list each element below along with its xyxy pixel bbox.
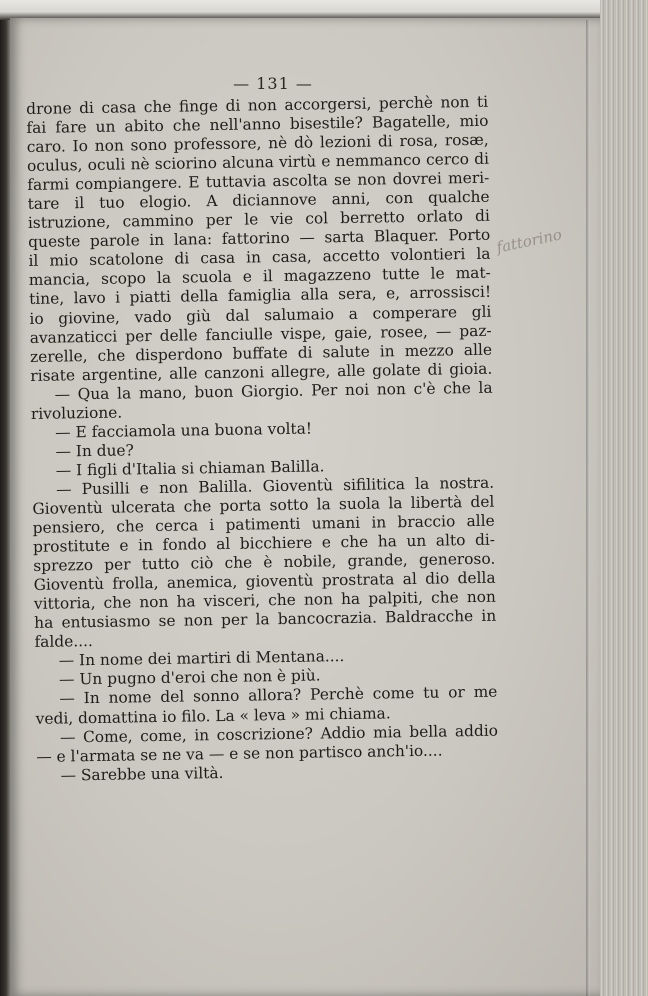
text-line: zerelle, che disperdono buffate di salute in mezzo alle xyxy=(29,340,493,366)
text-line: — Un pugno d'eroi che non è più. xyxy=(58,666,321,689)
text-line: queste parole in lana: fattorino — sarta Blaquer. Porto xyxy=(28,226,491,252)
text-line: fai fare un abito che nell'anno bisestile? Bagatelle, mio xyxy=(26,111,489,138)
text-line: tine, lavo i piatti della famiglia alla sera, e, arrossisci! xyxy=(28,283,492,309)
text-line: io giovine, vado giù dal salumaio a comperare gli xyxy=(29,302,492,328)
text-line: mancia, scopo la scuola e il magazzeno tutte le mat- xyxy=(28,264,491,290)
text-line: — e l'armata se ne va — e se non partisco anch'io.... xyxy=(36,741,443,766)
text-line: — I figli d'Italia si chiaman Balilla. xyxy=(55,457,325,480)
text-line: Gioventù frolla, anemica, gioventù prostrata al dio della xyxy=(33,568,496,595)
text-line: — In due? xyxy=(55,441,134,461)
text-line: ha entusiasmo se non per la bancocrazia. Baldracche in xyxy=(34,606,497,633)
text-line: rivoluzione. xyxy=(30,403,123,423)
text-line: — Come, come, in coscrizione? Addio mia bella addio xyxy=(59,721,499,747)
text-line: — E facciamola una buona volta! xyxy=(55,419,313,442)
text-line: drone di casa che finge di non accorgersi, perchè non ti xyxy=(26,92,489,118)
text-line: il mio scatolone di casa in casa, accetto volontieri la xyxy=(28,245,491,271)
text-line: vittoria, che non ha visceri, che non ha palpiti, che non xyxy=(33,587,497,614)
page-text xyxy=(26,93,499,786)
top-edge xyxy=(0,0,648,20)
text-line: sprezzo per tutto ciò che è nobile, grande, generoso. xyxy=(33,549,496,576)
text-line: — Qua la mano, buon Giorgio. Per noi non c'è che la xyxy=(54,378,493,404)
page-number: — 131 — xyxy=(233,74,313,93)
text-line: Gioventù ulcerata che porta sotto la suola la libertà del xyxy=(32,492,495,518)
text-line: — Sarebbe una viltà. xyxy=(60,763,224,785)
text-line: prostitute e in fondo al bicchiere e che ha un alto di- xyxy=(32,530,496,557)
text-line: caro. Io non sono professore, nè dò lezioni di rosa, rosæ, xyxy=(26,130,489,157)
text-line: falde.... xyxy=(34,632,93,652)
handwritten-margin-note: fattorino xyxy=(494,225,564,257)
text-line: — In nome dei martiri di Mentana.... xyxy=(58,647,345,670)
book-page-edges xyxy=(600,0,648,996)
text-line: pensiero, che cerca i patimenti umani in braccio alle xyxy=(32,511,495,537)
text-line: istruzione, cammino per le vie col berretto orlato di xyxy=(27,207,491,233)
text-line: tare il tuo elogio. A diciannove anni, con qualche xyxy=(27,187,490,214)
text-line: vedi, domattina io filo. La « leva » mi chiama. xyxy=(35,703,391,728)
text-line: — In nome del sonno allora? Perchè come tu or me xyxy=(59,683,498,709)
text-line: risate argentine, alle canzoni allegre, alle golate di gioia. xyxy=(30,359,493,385)
text-line: oculus, oculi nè sciorino alcuna virtù e nemmanco cerco di xyxy=(26,149,490,176)
text-line: — Pusilli e non Balilla. Gioventù sifilitica la nostra. xyxy=(55,473,495,499)
text-line: avanzaticci per delle fanciulle vispe, gaie, rosee, — paz- xyxy=(29,321,492,347)
page-fold xyxy=(586,20,590,996)
text-line: farmi compiangere. E tuttavia ascolta se non dovrei meri- xyxy=(27,168,490,195)
